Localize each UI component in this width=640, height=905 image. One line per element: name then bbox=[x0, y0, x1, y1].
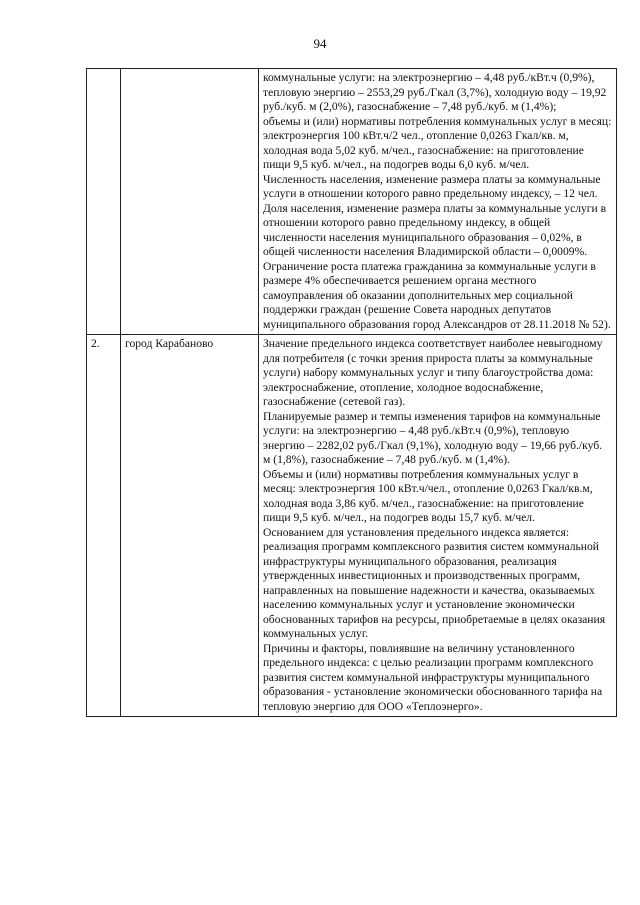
municipality-name-cell bbox=[121, 69, 259, 335]
document-table bbox=[86, 68, 617, 717]
table-row bbox=[87, 69, 617, 335]
paragraph: Причины и факторы, повлиявшие на величину установленного предельного индекса: с целью реализации программ комплексного развития систем коммунальной инфраструктуры муниципального образования - установление экономически обоснованного тарифа на тепловую энергию для ООО «Теплоэнерго». bbox=[263, 641, 603, 713]
row-number-cell: 2. bbox=[87, 335, 121, 717]
table-row bbox=[87, 335, 617, 717]
paragraph: Основанием для установления предельного индекса является: реализация программ комплексного развития систем коммунальной инфраструктуры муниципального образования, реализация утвержденных инвестиционных и производственных программ, направленных на повышение надежности и качества, оказываемых населению коммунальных услуг и установление экономически обоснованных тарифов на ресурсы, приобретаемые в целях оказания коммунальных услуг. bbox=[263, 525, 606, 640]
paragraph: коммунальные услуги: на электроэнергию – 4,48 руб./кВт.ч (0,9%), тепловую энергию – 2553,29 руб./Гкал (3,7%), холодную воду – 19,92 руб./куб. м (2,0%), газоснабжение – 7,48 руб./куб. м (1,4%); bbox=[263, 71, 607, 113]
paragraph: Значение предельного индекса соответствует наиболее невыгодному для потребителя (с точки зрения прироста платы за коммунальные услуги) набору коммунальных услуг и типу благоустройства дома: электроснабжение, отопление, холодное водоснабжение, газоснабжение (сетевой газ). bbox=[263, 337, 603, 408]
paragraph: Численность населения, изменение размера платы за коммунальные услуги в отношении которого равно предельному индексу, – 12 чел. bbox=[263, 172, 601, 200]
description-cell bbox=[259, 69, 617, 335]
description-cell bbox=[259, 335, 617, 717]
paragraph: Планируемые размер и темпы изменения тарифов на коммунальные услуги: на электроэнергию – 4,48 руб./кВт.ч (0,9%), тепловую энергию – 2282,02 руб./Гкал (9,1%), холодную воду – 19,66 руб./куб. м (1,8%), газоснабжение – 7,48 руб./куб. м (1,4%). bbox=[263, 409, 603, 466]
municipality-name-cell: город Карабаново bbox=[121, 335, 259, 717]
paragraph: объемы и (или) нормативы потребления коммунальных услуг в месяц: электроэнергия 100 кВт.ч/2 чел., отопление 0,0263 Гкал/кв. м, холодная вода 5,02 куб. м/чел., газоснабжение: на приготовление пищи 9,5 куб. м/чел., на подогрев воды 6,0 куб. м/чел. bbox=[263, 114, 612, 171]
paragraph: Ограничение роста платежа гражданина за коммунальные услуги в размере 4% обеспечивается решением органа местного самоуправления об оказании дополнительных мер социальной поддержки граждан (решение Совета народных депутатов муниципального образования город Александров от 28.11.2018 № 52). bbox=[263, 259, 611, 331]
page-number: 94 bbox=[313, 36, 327, 51]
paragraph: Объемы и (или) нормативы потребления коммунальных услуг в месяц: электроэнергия 100 кВт.ч/чел., отопление 0,0263 Гкал/кв.м, холодная вода 3,86 куб. м/чел., газоснабжение: на приготовление пищи 9,5 куб. м/чел., на подогрев воды 15,7 куб. м/чел. bbox=[263, 467, 593, 524]
paragraph: Доля населения, изменение размера платы за коммунальные услуги в отношении которого равно предельному индексу, в общей численности населения муниципального образования – 0,02%, в общей численности населения Владимирской области – 0,0009%. bbox=[263, 201, 607, 258]
row-number-cell bbox=[87, 69, 121, 335]
